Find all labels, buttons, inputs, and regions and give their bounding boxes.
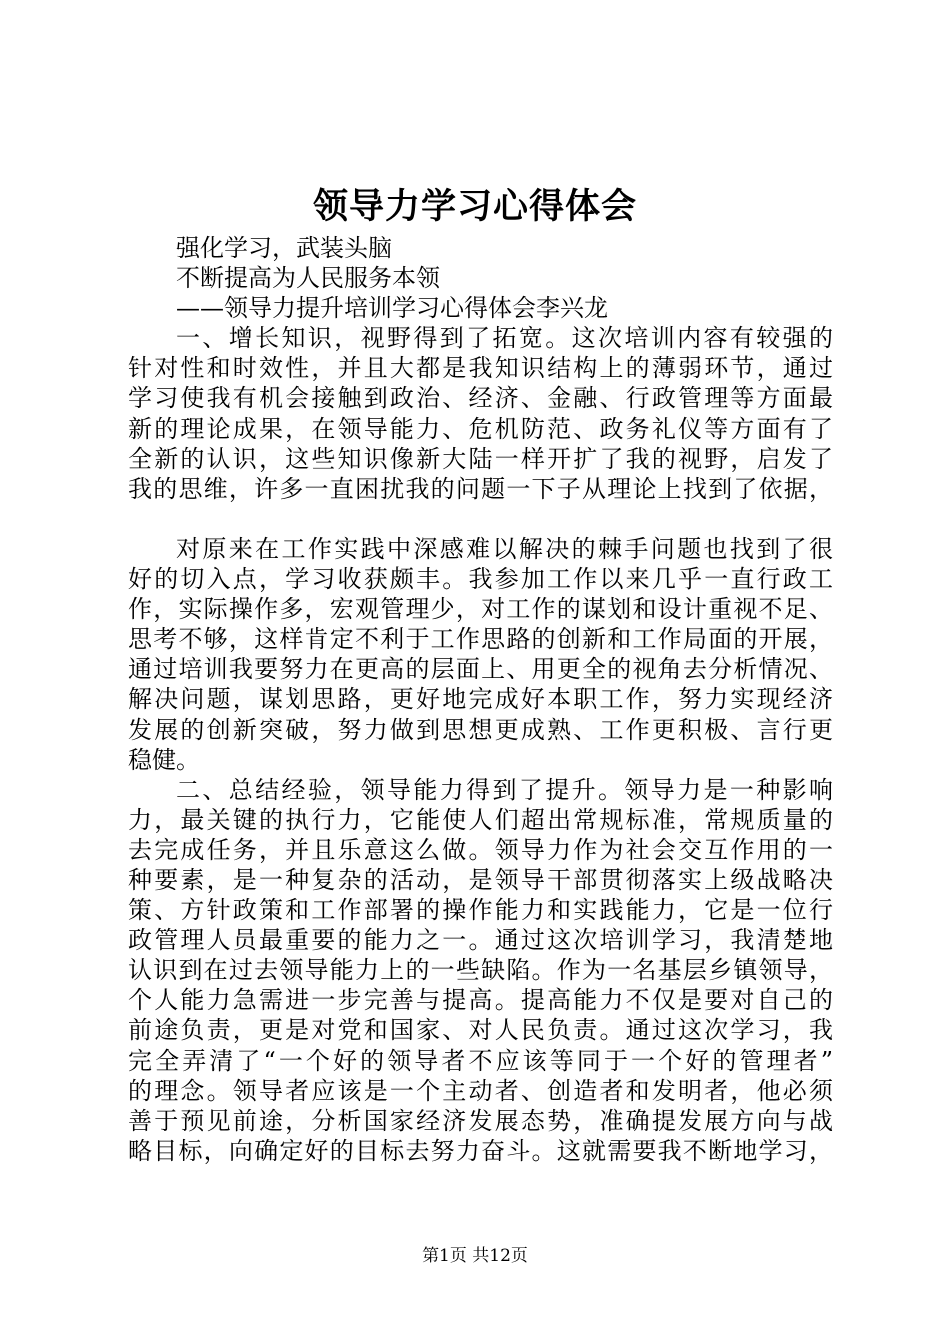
subtitle-line-2: 不断提高为人民服务本领 [176, 264, 440, 293]
paragraph-line: 全新的认识，这些知识像新大陆一样开扩了我的视野，启发了 [128, 444, 833, 473]
paragraph-line: 发展的创新突破，努力做到思想更成熟、工作更积极、言行更 [128, 715, 833, 744]
paragraph-line: 完全弄清了“一个好的领导者不应该等同于一个好的管理者” [128, 1046, 833, 1075]
blank-line [128, 504, 833, 534]
paragraph-line: 政管理人员最重要的能力之一。通过这次培训学习，我清楚地 [128, 926, 833, 955]
document-body [128, 233, 833, 1166]
paragraph-line: 稳健。 [128, 745, 200, 774]
document-title: 领导力学习心得体会 [312, 186, 637, 227]
paragraph-line: 我的思维，许多一直困扰我的问题一下子从理论上找到了依据， [128, 474, 833, 503]
page-number-footer: 第1页 共12页 [422, 1246, 528, 1266]
paragraph-line: 力，最关键的执行力，它能使人们超出常规标准，常规质量的 [128, 805, 833, 834]
subtitle-line-3: ——领导力提升培训学习心得体会李兴龙 [176, 294, 608, 323]
paragraph-line: 二、总结经验，领导能力得到了提升。领导力是一种影响 [176, 775, 833, 804]
paragraph-line: 认识到在过去领导能力上的一些缺陷。作为一名基层乡镇领导， [128, 956, 833, 985]
paragraph-line: 作，实际操作多，宏观管理少，对工作的谋划和设计重视不足、 [128, 595, 833, 624]
paragraph-line: 解决问题，谋划思路，更好地完成好本职工作，努力实现经济 [128, 685, 833, 714]
paragraph-line: 思考不够，这样肯定不利于工作思路的创新和工作局面的开展， [128, 625, 833, 654]
subtitle-line-1: 强化学习，武装头脑 [176, 234, 392, 262]
paragraph-line: 对原来在工作实践中深感难以解决的棘手问题也找到了很 [176, 534, 833, 563]
paragraph-line: 种要素，是一种复杂的活动，是领导干部贯彻落实上级战略决 [128, 865, 833, 894]
paragraph-line: 学习使我有机会接触到政治、经济、金融、行政管理等方面最 [128, 384, 833, 413]
paragraph-line: 针对性和时效性，并且大都是我知识结构上的薄弱环节，通过 [128, 354, 833, 383]
paragraph-line: 去完成任务，并且乐意这么做。领导力作为社会交互作用的一 [128, 835, 833, 864]
paragraph-line: 通过培训我要努力在更高的层面上、用更全的视角去分析情况、 [128, 655, 833, 684]
paragraph-line: 个人能力急需进一步完善与提高。提高能力不仅是要对自己的 [128, 986, 833, 1015]
paragraph-line: 善于预见前途，分析国家经济发展态势，准确提发展方向与战 [128, 1106, 833, 1135]
paragraph-line: 策、方针政策和工作部署的操作能力和实践能力，它是一位行 [128, 896, 833, 925]
paragraph-line: 一、增长知识，视野得到了拓宽。这次培训内容有较强的 [176, 324, 833, 353]
paragraph-line: 好的切入点，学习收获颇丰。我参加工作以来几乎一直行政工 [128, 565, 833, 594]
paragraph-line: 前途负责，更是对党和国家、对人民负责。通过这次学习，我 [128, 1016, 833, 1045]
paragraph-line: 略目标，向确定好的目标去努力奋斗。这就需要我不断地学习， [128, 1136, 833, 1165]
paragraph-line: 的理念。领导者应该是一个主动者、创造者和发明者，他必须 [128, 1076, 833, 1105]
paragraph-line: 新的理论成果，在领导能力、危机防范、政务礼仪等方面有了 [128, 414, 833, 443]
